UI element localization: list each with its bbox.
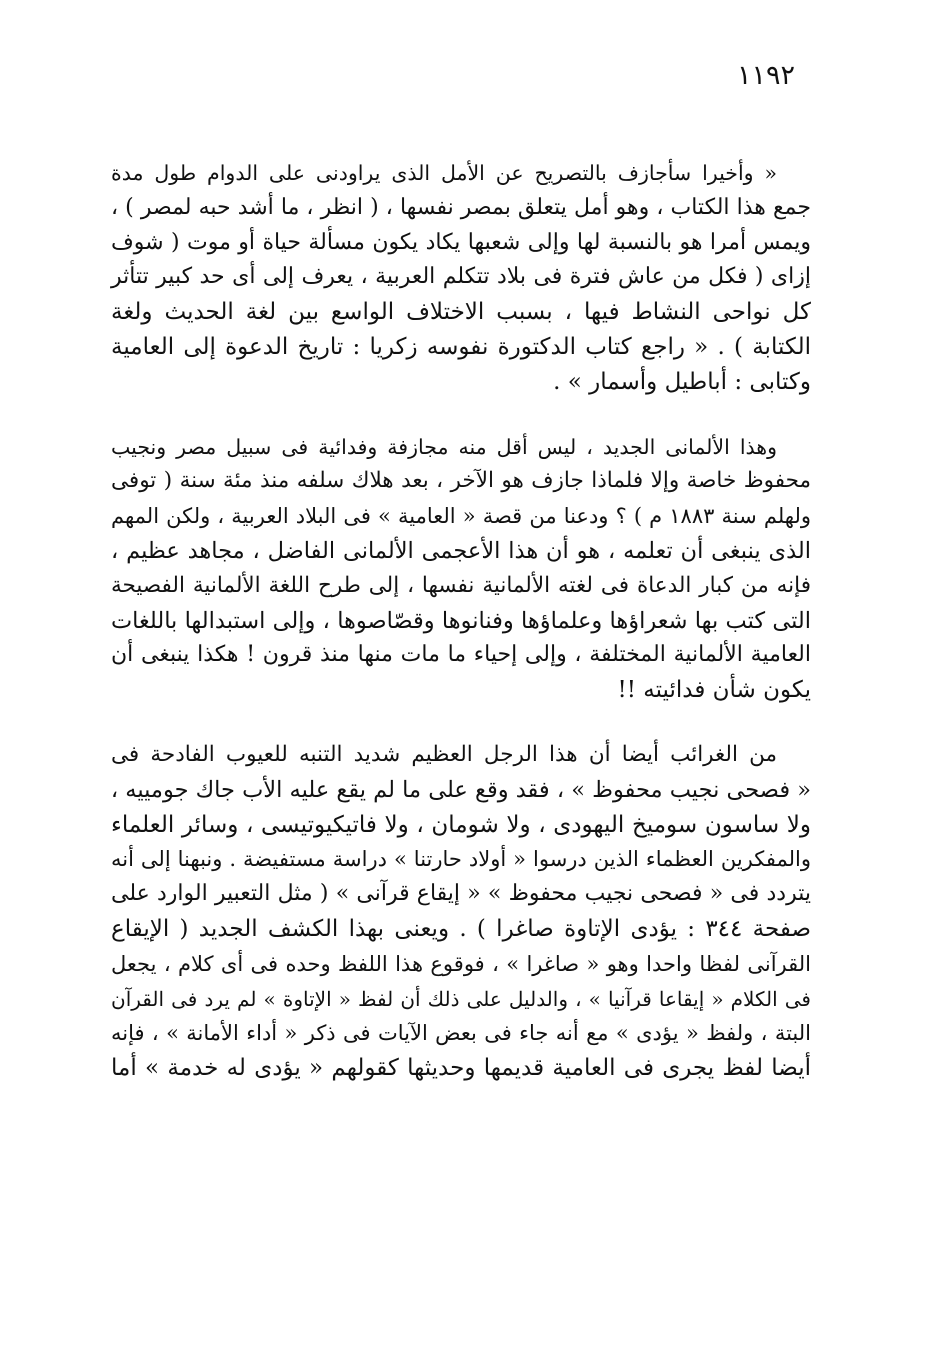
- text-line: صفحة ٣٤٤ : يؤدى الإتاوة صاغرا ) . ويعنى بهذا الكشف الجديد ( الإيقاع: [111, 915, 811, 942]
- text-line: « فصحى نجيب محفوظ » ، فقد وقع على ما لم يقع عليه الأب جاك جومييه ،: [110, 776, 811, 803]
- text-line: يتردد فى « فصحى نجيب محفوظ » « إيقاع قرآنى » ( مثل التعبير الوارد على: [111, 881, 811, 907]
- text-line: الكتابة ) . « راجع كتاب الدكتورة نفوسه زكريا : تاريخ الدعوة إلى العامية: [111, 333, 811, 360]
- text-line: كل نواحى النشاط فيها ، بسبب الاختلاف الواسع بين لغة الحديث ولغة: [111, 299, 811, 326]
- text-line: إزاى ( فكل من عاش فترة فى بلاد تتكلم العربية ، يعرف إلى أى حد كبير تتأثر: [111, 264, 811, 290]
- text-line: فإنه من كبار الدعاة فى لغته الألمانية نفسها ، إلى طرح اللغة الألمانية الفصيحة: [111, 572, 811, 598]
- text-line: جمع هذا الكتاب ، وهو أمل يتعلق بمصر نفسها ، ( انظر ، ما أشد حبه لمصر ) ،: [111, 194, 811, 220]
- text-line: البتة ، ولفظ « يؤدى » مع أنه جاء فى بعض الآيات فى ذكر « أداء الأمانة » ، فإنه: [111, 1021, 811, 1046]
- text-line: الذى ينبغى أن تعلمه ، هو أن هذا الأعجمى الألمانى الفاضل ، مجاهد عظيم ،: [111, 537, 811, 564]
- text-line: ولا ساسون سوميخ اليهودى ، ولا شومان ، ولا فاتيكيوتيسى ، وسائر العلماء: [111, 811, 811, 838]
- body-text: [111, 156, 811, 1086]
- text-line: التى كتب بها شعراؤها وعلماؤها وفنانوها وقصّاصوها ، وإلى استبدالها باللغات: [111, 607, 811, 634]
- paragraph-3: [111, 738, 811, 1086]
- text-line: وكتابى : أباطيل وأسمار » .: [553, 368, 811, 395]
- page-number: ١١٩٢: [736, 60, 795, 91]
- text-line: القرآنى لفظا واحدا وهو « صاغرا » ، فوقوع هذا اللفظ وحده فى أى كلام ، يجعل: [111, 951, 811, 976]
- text-line: ولهلم سنة ١٨٨٣ م ) ؟ ودعنا من قصة « العامية » فى البلاد العربية ، ولكن المهم: [111, 504, 811, 529]
- text-line: يكون شأن فدائيته !!: [617, 677, 811, 704]
- text-line: محفوظ خاصة وإلا فلماذا جازف هو الآخر ، بعد هلاك سلفه منذ مئة سنة ( توفى: [111, 468, 811, 494]
- text-line: أيضا لفظ يجرى فى العامية قديمها وحديثها كقولهم « يؤدى له خدمة » أما: [111, 1055, 811, 1082]
- paragraph-2: [111, 430, 811, 708]
- paragraph-1: [111, 156, 811, 400]
- text-line: فى الكلام « إيقاعا قرآنيا » ، والدليل على ذلك أن لفظ « الإتاوة » لم يرد فى القرآن: [111, 986, 811, 1011]
- text-line: « وأخيرا سأجازف بالتصريح عن الأمل الذى يراودنى على الدوام طول مدة: [111, 161, 777, 185]
- text-line: العامية الألمانية المختلفة ، وإلى إحياء ما مات منها منذ قرون ! هكذا ينبغى أن: [111, 642, 811, 668]
- text-line: من الغرائب أيضا أن هذا الرجل العظيم شديد التنبه للعيوب الفادحة فى: [111, 741, 777, 767]
- text-line: ويمس أمرا هو بالنسبة لها وإلى شعبها يكاد يكون مسألة حياة أو موت ( شوف: [111, 229, 811, 255]
- text-line: والمفكرين العظماء الذين درسوا « أولاد حارتنا » دراسة مستفيضة . ونبهنا إلى أنه: [111, 847, 811, 872]
- text-line: وهذا الألمانى الجديد ، ليس أقل منه مجازفة وفدائية فى سبيل مصر ونجيب: [111, 434, 777, 459]
